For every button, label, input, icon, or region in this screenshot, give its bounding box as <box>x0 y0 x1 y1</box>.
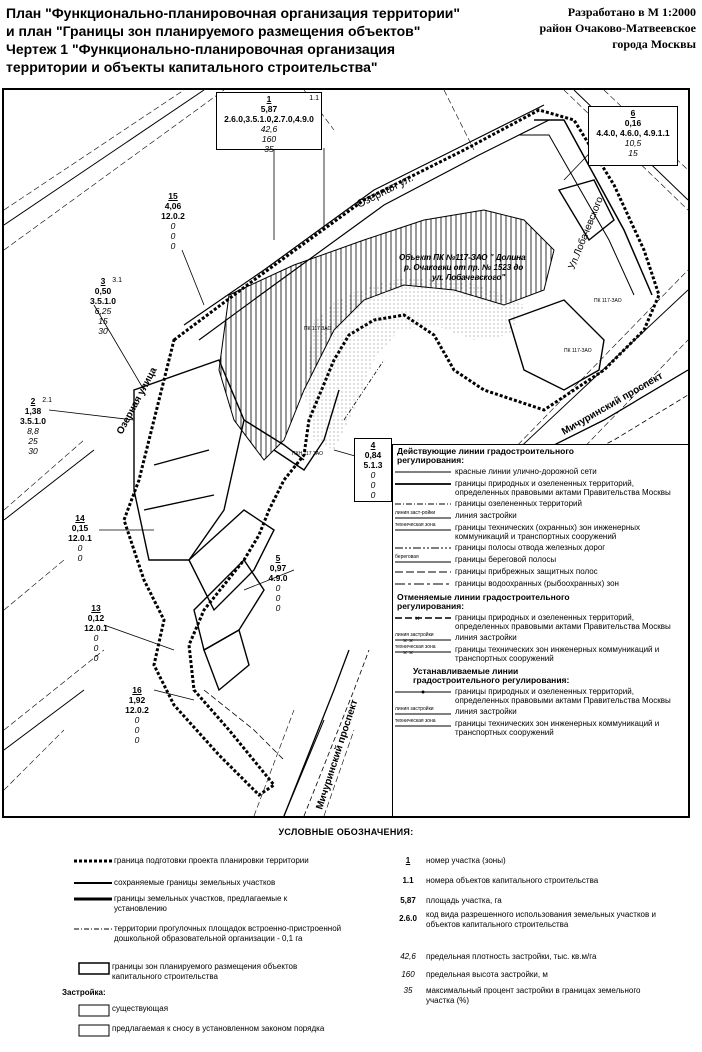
zone-3-code: 3.5.1.0 <box>90 296 116 306</box>
zone-15-v3: 0 <box>170 241 176 251</box>
zone-2-object: 2.1 <box>42 397 52 404</box>
zone-1-density: 42,6 <box>260 124 278 134</box>
zone-13-v1: 0 <box>93 633 99 643</box>
zone-box-2 <box>12 395 54 457</box>
zone-14-v2: 0 <box>77 553 83 563</box>
legend-sym-label: техническая зона <box>395 718 436 724</box>
pk-label-3: ПК 117-ЗАО <box>594 298 622 304</box>
zone-14-v1: 0 <box>77 543 83 553</box>
plan-title-line-1: План "Функционально-планировочная организация территории" <box>6 5 461 21</box>
plan-info <box>508 4 696 52</box>
legend-cancelled-heading-1: Отменяемые линии градостроительного <box>397 592 570 602</box>
legend-text: границы береговой полосы <box>455 555 557 564</box>
zone-box-3 <box>82 275 124 337</box>
zone-box-5 <box>259 552 297 612</box>
zone-1-height: 160 <box>261 134 277 144</box>
bottom-legend <box>2 818 690 1050</box>
legend-key: 1 <box>405 856 411 865</box>
zone-3-number: 3 <box>100 276 106 286</box>
zone-1-number: 1 <box>266 94 272 104</box>
legend-current-heading <box>393 445 689 465</box>
legend-text: границы озелененных территорий <box>455 499 582 508</box>
legend-playground <box>72 924 342 943</box>
svg-text:×: × <box>415 614 420 623</box>
zone-6-code: 4.4.0, 4.6.0, 4.9.1.1 <box>596 128 670 138</box>
legend-row <box>393 523 689 541</box>
legend-text: границы полосы отвода железных дорог <box>455 543 606 552</box>
zone-box-14 <box>60 512 100 570</box>
zone-2-code: 3.5.1.0 <box>20 416 46 426</box>
zone-box-1 <box>216 92 322 154</box>
zone-5-code: 4.9.0 <box>268 573 288 583</box>
zone-13-area: 0,12 <box>87 613 105 623</box>
regulation-lines-legend <box>392 444 689 817</box>
legend-kept-parcels-text: сохраняемые границы земельных участков <box>114 878 276 887</box>
zone-16-code: 12.0.2 <box>125 705 149 715</box>
legend-title: УСЛОВНЫЕ ОБОЗНАЧЕНИЯ: <box>278 827 414 837</box>
legend-row <box>393 555 689 565</box>
zone-1-area: 5,87 <box>260 104 278 114</box>
pk-label-1: ПК 117 ЗАО <box>304 326 332 332</box>
legend-key-height <box>390 970 680 980</box>
legend-row <box>393 613 689 631</box>
legend-row <box>393 499 689 509</box>
zone-4-code: 5.1.3 <box>363 460 383 470</box>
legend-planned-zones <box>78 962 342 981</box>
zone-15-v1: 0 <box>170 221 176 231</box>
legend-key-text: максимальный процент застройки в границах земельного участка (%) <box>426 986 641 1005</box>
zone-15-number: 15 <box>168 191 178 201</box>
district-text: район Очаково-Матвеевское <box>539 21 696 35</box>
zone-box-16 <box>118 684 156 744</box>
legend-key-zone-number <box>390 856 680 866</box>
legend-key-text: предельная высота застройки, м <box>426 970 548 979</box>
zone-box-13 <box>76 602 116 662</box>
zone-13-code: 12.0.1 <box>84 623 108 633</box>
legend-row <box>393 579 689 589</box>
map-frame <box>2 88 690 818</box>
legend-key: 35 <box>403 986 413 995</box>
zone-4-v1: 0 <box>370 470 376 480</box>
street-ozernaya-left: Озерная улица <box>114 365 160 437</box>
legend-row <box>393 633 689 643</box>
legend-sym-label: техническая зона <box>395 644 436 650</box>
legend-project-boundary-text: граница подготовки проекта планировки территории <box>114 856 309 865</box>
street-michurinsky-right: Мичуринский проспект <box>560 370 665 438</box>
zone-5-number: 5 <box>275 553 281 563</box>
zone-1-object: 1.1 <box>309 95 319 102</box>
pk-label-4: ПК 117-ЗАО <box>564 348 592 354</box>
legend-row <box>393 567 689 577</box>
zone-15-area: 4,06 <box>164 201 182 211</box>
plan-title-line-4: территории и объекты капитального строительства" <box>6 59 378 75</box>
zone-13-v2: 0 <box>93 643 99 653</box>
zone-6-density: 10,5 <box>624 138 642 148</box>
legend-demolish-buildings <box>78 1024 342 1034</box>
zone-1-code: 2.6.0,3.5.1.0,2.7.0,4.9.0 <box>224 114 314 124</box>
legend-row <box>393 479 689 497</box>
legend-row <box>393 511 689 521</box>
legend-proposed-parcels <box>72 894 342 913</box>
zone-2-height: 25 <box>28 436 38 446</box>
zone-box-6 <box>588 106 678 166</box>
zone-6-height: 15 <box>628 148 638 158</box>
legend-key-text: предельная плотность застройки, тыс. кв.м/га <box>426 952 597 961</box>
legend-text: линия застройки <box>455 633 517 642</box>
legend-cancelled-heading <box>393 591 689 611</box>
legend-text: линия застройки <box>455 511 517 520</box>
legend-text: границы природных и озелененных территорий, определенных правовыми актами Правительства Москвы <box>455 479 671 497</box>
legend-established-heading <box>393 665 689 685</box>
zone-13-number: 13 <box>91 603 101 613</box>
zone-3-area: 0,50 <box>94 286 112 296</box>
zone-16-v3: 0 <box>134 735 140 745</box>
legend-key-use-code <box>390 910 680 929</box>
legend-text: границы технических зон инженерных коммуникаций и транспортных сооружений <box>455 719 660 737</box>
legend-existing-buildings <box>78 1004 342 1014</box>
legend-established-heading-1: Устанавливаемые линии <box>413 666 519 676</box>
zone-2-number: 2 <box>30 396 36 406</box>
legend-row <box>393 543 689 553</box>
zone-4-v3: 0 <box>370 490 376 500</box>
legend-key: 160 <box>401 970 415 979</box>
legend-key: 1.1 <box>402 876 414 885</box>
zone-3-percent: 30 <box>98 326 108 336</box>
legend-sym-label: линия заст-ройки <box>395 510 436 516</box>
legend-key-density <box>390 952 680 962</box>
legend-zastroyka-text: Застройка: <box>62 988 106 997</box>
legend-row <box>393 719 689 737</box>
legend-text: красные линии улично-дорожной сети <box>455 467 597 476</box>
legend-current-heading-2: регулирования: <box>397 455 465 465</box>
legend-text: границы технических зон инженерных коммуникаций и транспортных сооружений <box>455 645 660 663</box>
legend-text: границы технических (охранных) зон инженерных коммуникаций и транспортных сооружений <box>455 523 641 541</box>
zone-6-number: 6 <box>630 108 636 118</box>
legend-row <box>393 467 689 477</box>
legend-key-percent <box>390 986 680 1005</box>
legend-current-heading-1: Действующие линии градостроительного <box>397 446 574 456</box>
legend-key: 42,6 <box>400 952 416 961</box>
legend-key: 5,87 <box>400 896 416 905</box>
zone-4-number: 4 <box>370 440 376 450</box>
legend-row <box>393 707 689 717</box>
zone-15-v2: 0 <box>170 231 176 241</box>
zone-2-percent: 30 <box>28 446 38 456</box>
legend-text: линия застройки <box>455 707 517 716</box>
object-note-2: р. Очаковки от пр. № 1523 до <box>404 263 524 272</box>
plan-title-line-3: Чертеж 1 "Функционально-планировочная организация <box>6 41 396 57</box>
zone-box-4 <box>354 438 392 502</box>
zone-13-v3: 0 <box>93 653 99 663</box>
zone-16-area: 1,92 <box>128 695 146 705</box>
legend-sym-label: линия застройки <box>395 632 434 638</box>
legend-text: границы водоохранных (рыбоохранных) зон <box>455 579 619 588</box>
legend-key-text: номер участка (зоны) <box>426 856 506 865</box>
zone-5-v1: 0 <box>275 583 281 593</box>
legend-project-boundary <box>72 856 342 866</box>
svg-text:× ×: × × <box>403 638 414 643</box>
zone-box-15 <box>156 190 190 250</box>
zone-5-area: 0,97 <box>269 563 287 573</box>
legend-playground-text: территории прогулочных площадок встроенно-пристроенной дошкольной образовательной организации - 0,1 га <box>114 924 342 943</box>
zone-6-area: 0,16 <box>624 118 642 128</box>
svg-text:× ×: × × <box>403 650 414 655</box>
legend-text: границы природных и озелененных территорий, определенных правовыми актами Правительства Москвы <box>455 613 671 631</box>
legend-demolish-buildings-text: предлагаемая к сносу в установленном законом порядка <box>112 1024 325 1033</box>
zone-5-v3: 0 <box>275 603 281 613</box>
legend-sym-label: техническая зона <box>395 522 436 528</box>
street-ozernaya-top: Озерная ул. <box>354 171 416 211</box>
object-note-3: ул. Лобачевского" <box>432 273 506 282</box>
legend-zastroyka-label <box>62 988 162 998</box>
legend-text: границы природных и озелененных территорий, определенных правовыми актами Правительства Москвы <box>455 687 671 705</box>
zone-4-area: 0,84 <box>364 450 382 460</box>
zone-3-height: 15 <box>98 316 108 326</box>
zone-16-v2: 0 <box>134 725 140 735</box>
street-michurinsky-bottom: Мичуринский проспект <box>314 698 361 811</box>
zone-5-v2: 0 <box>275 593 281 603</box>
plan-title <box>6 4 506 76</box>
legend-row <box>393 645 689 663</box>
zone-14-number: 14 <box>75 513 85 523</box>
legend-text: границы прибрежных защитных полос <box>455 567 598 576</box>
legend-existing-buildings-text: существующая <box>112 1004 169 1013</box>
zone-1-percent: 35 <box>264 144 274 154</box>
legend-key-area <box>390 896 680 906</box>
zone-14-area: 0,15 <box>71 523 89 533</box>
legend-sym-label: береговая <box>395 554 419 560</box>
legend-key-object-number <box>390 876 680 886</box>
zone-16-v1: 0 <box>134 715 140 725</box>
legend-sym-label: линия застройки <box>395 706 434 712</box>
legend-key-text: код вида разрешенного использования земельных участков и объектов капитального строительства <box>426 910 656 929</box>
legend-kept-parcels <box>72 878 342 888</box>
zone-16-number: 16 <box>132 685 142 695</box>
object-note-1: Объект ПК №117-ЗАО " Долина <box>399 253 526 262</box>
zone-4-v2: 0 <box>370 480 376 490</box>
legend-key-text: площадь участка, га <box>426 896 502 905</box>
legend-proposed-parcels-text: границы земельных участков, предлагаемые к установлению <box>114 894 288 913</box>
legend-key-text: номера объектов капитального строительства <box>426 876 599 885</box>
pk-label-2: ПКН 117 ЗАО <box>292 451 324 457</box>
city-text: города Москвы <box>612 37 696 51</box>
plan-title-line-2: и план "Границы зон планируемого размещения объектов" <box>6 23 421 39</box>
legend-cancelled-heading-2: регулирования: <box>397 601 465 611</box>
zone-14-code: 12.0.1 <box>68 533 92 543</box>
zone-2-area: 1,38 <box>24 406 42 416</box>
scale-text: Разработано в М 1:2000 <box>567 5 696 19</box>
legend-established-heading-2: градостроительного регулирования: <box>413 675 570 685</box>
zone-15-code: 12.0.2 <box>161 211 185 221</box>
zone-3-density: 6,25 <box>94 306 112 316</box>
legend-key: 2.6.0 <box>399 914 417 923</box>
legend-planned-zones-text: границы зон планируемого размещения объектов капитального строительства <box>112 962 298 981</box>
zone-2-density: 8,8 <box>27 426 39 436</box>
legend-row <box>393 687 689 705</box>
street-lobachevskogo: Ул.Лобачевского <box>566 195 606 272</box>
zone-3-object: 3.1 <box>112 277 122 284</box>
